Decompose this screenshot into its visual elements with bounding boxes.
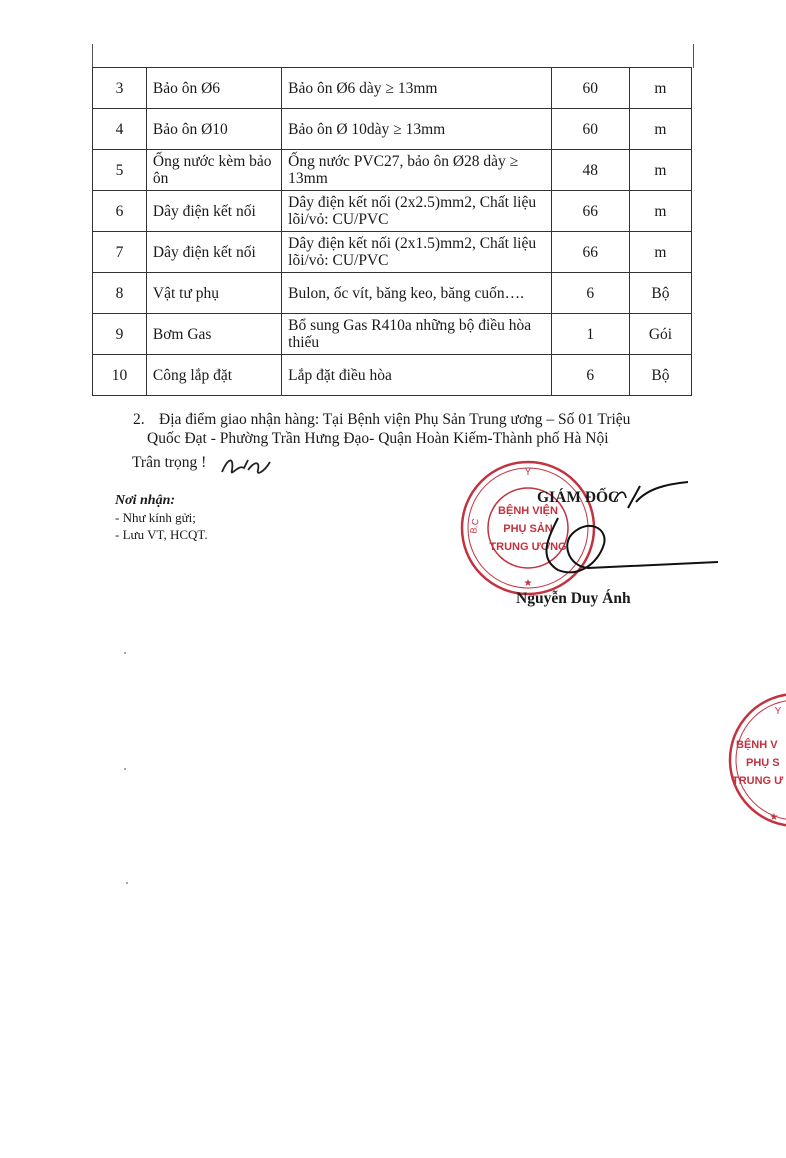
row-stt: 3 xyxy=(93,68,147,109)
table-row xyxy=(93,355,692,396)
row-unit: m xyxy=(629,68,691,109)
row-spec: Bảo ôn Ø 10dày ≥ 13mm xyxy=(282,109,551,150)
stamp-top-letter: Y xyxy=(524,467,532,478)
row-unit: Bộ xyxy=(629,273,691,314)
table-row xyxy=(93,150,692,191)
scan-speck xyxy=(124,768,126,770)
partial-stamp-seal xyxy=(726,690,786,830)
table-row xyxy=(93,191,692,232)
partial-stamp-line-1: BỆNH V xyxy=(736,739,778,751)
partial-stamp-top-letter: Y xyxy=(774,706,782,717)
table-row xyxy=(93,109,692,150)
row-qty: 6 xyxy=(551,273,629,314)
signer-position: GIÁM ĐỐC xyxy=(537,489,620,506)
row-qty: 66 xyxy=(551,232,629,273)
items-table xyxy=(92,67,692,396)
scan-speck xyxy=(126,882,128,884)
row-spec: Bảo ôn Ø6 dày ≥ 13mm xyxy=(282,68,551,109)
row-stt: 8 xyxy=(93,273,147,314)
delivery-location-note xyxy=(133,410,713,448)
row-stt: 4 xyxy=(93,109,147,150)
row-name: Dây điện kết nối xyxy=(146,191,281,232)
row-name: Bảo ôn Ø10 xyxy=(146,109,281,150)
partial-stamp-star: ★ xyxy=(769,812,779,823)
row-unit: m xyxy=(629,232,691,273)
row-qty: 66 xyxy=(551,191,629,232)
recipients-block xyxy=(115,492,208,543)
row-qty: 60 xyxy=(551,109,629,150)
recipient-item: - Như kính gửi; xyxy=(115,510,196,525)
partial-stamp-line-2: PHỤ S xyxy=(746,757,780,769)
row-spec: Bulon, ốc vít, băng keo, băng cuốn…. xyxy=(282,273,551,314)
closing-regards: Trân trọng ! xyxy=(132,454,207,471)
row-name: Bảo ôn Ø6 xyxy=(146,68,281,109)
row-qty: 6 xyxy=(551,355,629,396)
recipient-item: - Lưu VT, HCQT. xyxy=(115,527,208,542)
row-stt: 6 xyxy=(93,191,147,232)
row-stt: 9 xyxy=(93,314,147,355)
row-stt: 5 xyxy=(93,150,147,191)
row-spec: Ống nước PVC27, bảo ôn Ø28 dày ≥ 13mm xyxy=(282,150,551,191)
stamp-line-2: PHỤ SẢN xyxy=(503,523,553,535)
row-unit: m xyxy=(629,109,691,150)
stamp-star: ★ xyxy=(523,578,533,589)
initials-signature xyxy=(218,450,278,480)
row-qty: 48 xyxy=(551,150,629,191)
row-unit: m xyxy=(629,150,691,191)
row-name: Công lắp đặt xyxy=(146,355,281,396)
row-name: Dây điện kết nối xyxy=(146,232,281,273)
row-unit: Gói xyxy=(629,314,691,355)
row-name: Vật tư phụ xyxy=(146,273,281,314)
row-qty: 60 xyxy=(551,68,629,109)
row-spec: Lắp đặt điều hòa xyxy=(282,355,551,396)
table-row xyxy=(93,68,692,109)
row-unit: m xyxy=(629,191,691,232)
row-spec: Dây điện kết nối (2x1.5)mm2, Chất liệu lõi/vỏ: CU/PVC xyxy=(282,232,551,273)
recipients-title: Nơi nhận: xyxy=(115,493,176,508)
row-stt: 10 xyxy=(93,355,147,396)
note-line-2: Quốc Đạt - Phường Trần Hưng Đạo- Quận Hoàn Kiếm-Thành phố Hà Nội xyxy=(147,430,609,447)
table-row xyxy=(93,273,692,314)
partial-stamp xyxy=(726,690,786,830)
note-number: 2. xyxy=(133,411,145,428)
items-table-body xyxy=(93,68,692,396)
table-row xyxy=(93,232,692,273)
stamp-line-1: BỆNH VIỆN xyxy=(498,505,558,517)
stamp-side-text: B.C xyxy=(468,517,481,535)
row-spec: Dây điện kết nối (2x2.5)mm2, Chất liệu lõi/vỏ: CU/PVC xyxy=(282,191,551,232)
row-stt: 7 xyxy=(93,232,147,273)
stamp-line-3: TRUNG ƯƠNG xyxy=(489,541,567,553)
signer-name: Nguyễn Duy Ánh xyxy=(516,590,631,607)
table-row xyxy=(93,314,692,355)
row-unit: Bộ xyxy=(629,355,691,396)
row-spec: Bổ sung Gas R410a những bộ điều hòa thiếu xyxy=(282,314,551,355)
note-line-1: Địa điểm giao nhận hàng: Tại Bệnh viện Phụ Sản Trung ương – Số 01 Triệu xyxy=(159,411,631,428)
row-qty: 1 xyxy=(551,314,629,355)
row-name: Bơm Gas xyxy=(146,314,281,355)
table-top-edge xyxy=(92,44,694,68)
scan-speck xyxy=(124,652,126,654)
partial-stamp-line-3: TRUNG Ư xyxy=(732,775,784,787)
director-signature xyxy=(528,478,728,578)
row-name: Ống nước kèm bảo ôn xyxy=(146,150,281,191)
